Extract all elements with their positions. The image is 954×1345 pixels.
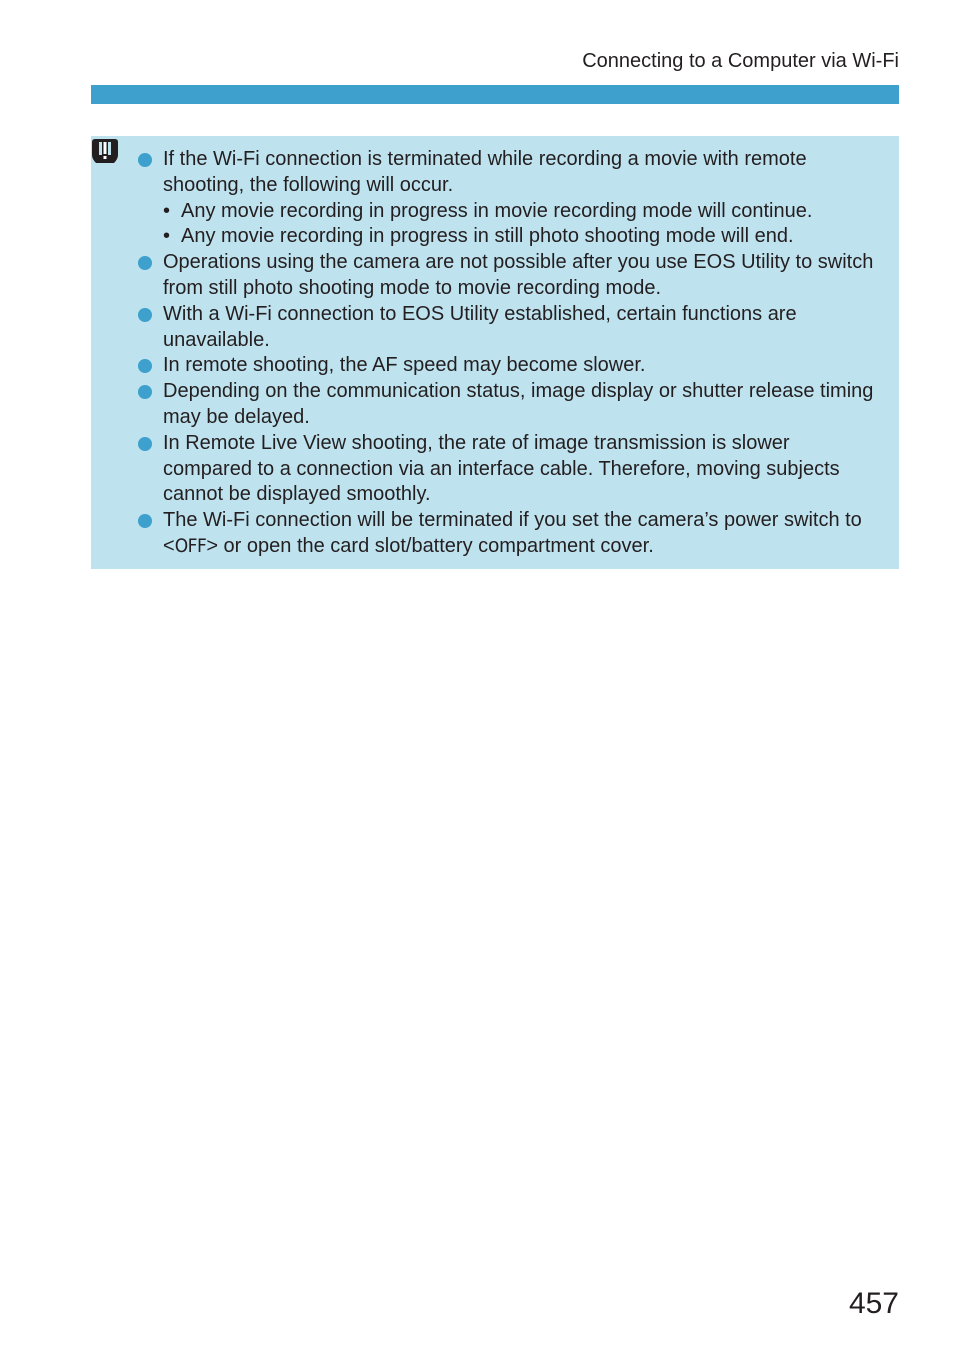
sub-item [163,199,879,225]
caution-icon [91,136,119,164]
sub-bullet: • [163,225,171,248]
caution-item [138,379,879,431]
section-title: Connecting to a Computer via Wi-Fi [582,50,899,72]
bullet-dot [138,308,152,322]
bullet-dot [138,153,152,167]
header-rule [91,85,899,104]
caution-text: In remote shooting, the AF speed may become slower. [163,354,646,377]
caution-item [138,353,879,379]
sub-item-text: Any movie recording in progress in movie recording mode will continue. [181,199,813,222]
caution-text: In Remote Live View shooting, the rate of image transmission is slower compared to a connection via an interface cable. Therefore, moving subjects cannot be displayed smoothly. [163,431,840,506]
caution-text-after: > or open the card slot/battery compartment cover. [206,534,654,557]
caution-panel [91,136,899,569]
power-off-symbol: OFF [174,534,207,557]
caution-item [138,302,879,354]
bullet-dot [138,256,152,270]
caution-list [138,147,879,560]
sub-bullet: • [163,199,171,222]
bullet-dot [138,437,152,451]
bullet-dot [138,514,152,528]
caution-text: If the Wi-Fi connection is terminated while recording a movie with remote shooting, the following will occur. [163,148,807,196]
caution-item [138,250,879,302]
sub-list [163,199,879,251]
caution-item [138,147,879,250]
caution-item [138,431,879,508]
bullet-dot [138,385,152,399]
caution-item [138,508,879,560]
caution-text: Operations using the camera are not possible after you use EOS Utility to switch from still photo shooting mode to movie recording mode. [163,251,874,299]
bullet-dot [138,359,152,373]
caution-text: With a Wi-Fi connection to EOS Utility established, certain functions are unavailable. [163,302,797,351]
caution-text-before: The Wi-Fi connection will be terminated if you set the camera’s power switch to < [163,509,862,557]
page-number: 457 [848,1287,899,1320]
sub-item [163,224,879,250]
sub-item-text: Any movie recording in progress in still photo shooting mode will end. [181,225,794,248]
caution-text: Depending on the communication status, image display or shutter release timing may be delayed. [163,380,874,428]
